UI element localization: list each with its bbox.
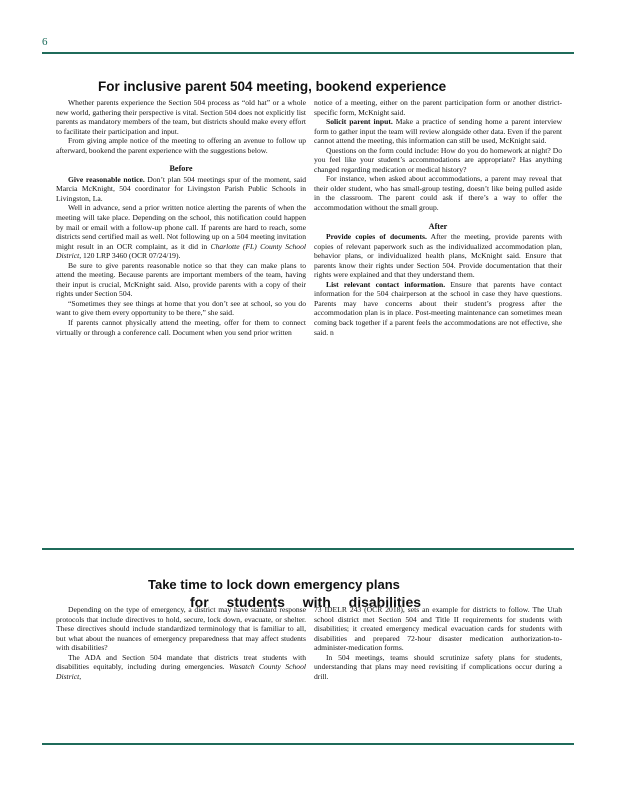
bottom-rule [42, 743, 574, 745]
paragraph [314, 117, 562, 146]
paragraph: If parents cannot physically attend the meeting, offer for them to connect virtually or through a conference call. Document when you send prior written [56, 318, 306, 337]
subhead-before: Before [169, 164, 193, 174]
article1-title: For inclusive parent 504 meeting, bookend experience [98, 79, 447, 95]
paragraph: Whether parents experience the Section 504 process as “old hat” or a whole new world, gathering their perspective is vital. Section 504 does not explicitly list parents as mandatory members of the team, but districts should make every effort to facilitate their participation and input. [56, 98, 306, 136]
paragraph: In 504 meetings, teams should scrutinize safety plans for students, understanding that plans may need revisiting if complications occur during a drill. [314, 652, 562, 681]
citation: , 120 LRP 3460 (OCR 07/24/19). [79, 251, 181, 261]
end-mark: n [330, 327, 334, 337]
run-in-head: Solicit parent input. [326, 117, 393, 127]
paragraph-text: Well in advance, send a prior written notice alerting the parents of when the meeting will take place. Depending on the school, this notification could happen by mail or email with a follow-up phone call. If parents are hard to reach, some districts send certified mail as well. Not following up on a 504 meeting invitation might result in an OCR complaint, as it did in [56, 203, 306, 251]
paragraph [314, 232, 562, 280]
run-in-head: Give reasonable notice. [68, 174, 145, 184]
middle-rule [42, 548, 574, 550]
paragraph: From giving ample notice of the meeting to offering an avenue to follow up afterward, bookend the parent experience with the suggestions below. [56, 136, 306, 155]
paragraph: “Sometimes they see things at home that you don’t see at school, so you do want to give them every opportunity to be there,” she said. [56, 298, 306, 318]
article2-title-line1: Take time to lock down emergency plans [148, 576, 400, 592]
case-name: Charlotte (FL) County School District [56, 241, 306, 261]
subhead-after: After [428, 221, 448, 231]
paragraph [314, 280, 562, 337]
punctuation: , [79, 671, 82, 681]
article1-column-right [314, 98, 562, 337]
paragraph-text: After the meeting, provide parents with copies of relevant paperwork such as the individualized accommodation plan, behavior plans, or individualized health plans, McKnight said. Ensure that parents know their rights under Section 504. Provide documentation that their rights were explained and that they understand them. [314, 232, 562, 280]
article2-title-line2: for students with disabilities [190, 593, 422, 610]
case-name: Wasatch County School District [56, 662, 306, 681]
page-number: 6 [42, 36, 48, 48]
top-rule [42, 52, 574, 54]
paragraph [56, 203, 306, 260]
run-in-head: Provide copies of documents. [326, 232, 427, 242]
paragraph: For instance, when asked about accommodations, a parent may reveal that their older student, who has small-group testing, doesn’t like being pulled aside in the classroom. The parent could ask if there’s a way to offer the accommodation without the small group. [314, 174, 562, 213]
paragraph-text: Make a practice of sending home a parent interview form to gather input the team will review alongside other data. Even if the parent cannot attend the meeting, this information can still be used, McKnight said. [314, 117, 562, 146]
paragraph-text: The ADA and Section 504 mandate that districts treat students with disabilities equitably, including during emergencies. [56, 652, 306, 672]
paragraph-text: Ensure that parents have contact information for the 504 chairperson at the school in case they have questions. Parents may have concerns about their student’s progress after the accommodation plan is in place. Post-meeting maintenance can sometimes mean coming back together if a parent feels the accommodations are not effective, she said. [314, 279, 563, 337]
paragraph: Questions on the form could include: How do you do homework at night? Do you feel like your student’s accommodations are appropriate? Has anything changed regarding medication or medical history? [314, 145, 562, 174]
paragraph [56, 175, 306, 204]
paragraph: Be sure to give parents reasonable notice so that they can make plans to attend the meeting. Because parents are important members of the team, having their input is crucial, McKnight said. Also, provide parents with a copy of their rights under Section 504. [56, 260, 306, 299]
run-in-head: List relevant contact information. [326, 279, 446, 289]
article1-column-left [56, 98, 306, 337]
article2-column-right [314, 605, 562, 681]
paragraph: notice of a meeting, either on the parent participation form or another district-specific form, McKnight said. [314, 98, 562, 117]
paragraph: 73 IDELR 243 (OCR 2018), sets an example for districts to follow. The Utah school district met Section 504 and Title II requirements for students with disabilities; it created emergency medical evacuation cards for students with disabilities and prepared 72-hour disaster medication authorization-to-administer-medication forms. [314, 605, 562, 653]
paragraph [56, 653, 306, 682]
article2-column-left [56, 605, 306, 681]
paragraph-text: Don’t plan 504 meetings spur of the moment, said Marcia McKnight, 504 coordinator for Livingston Parish Public Schools in Livingston, La. [56, 174, 306, 203]
paragraph: Depending on the type of emergency, a district may have standard response protocols that include directives to hold, secure, lock down, evacuate, or shelter. These directives should include standardized terminology that is familiar to all, but what about the nuances of emergency preparedness that may affect students with disabilities? [56, 605, 306, 653]
